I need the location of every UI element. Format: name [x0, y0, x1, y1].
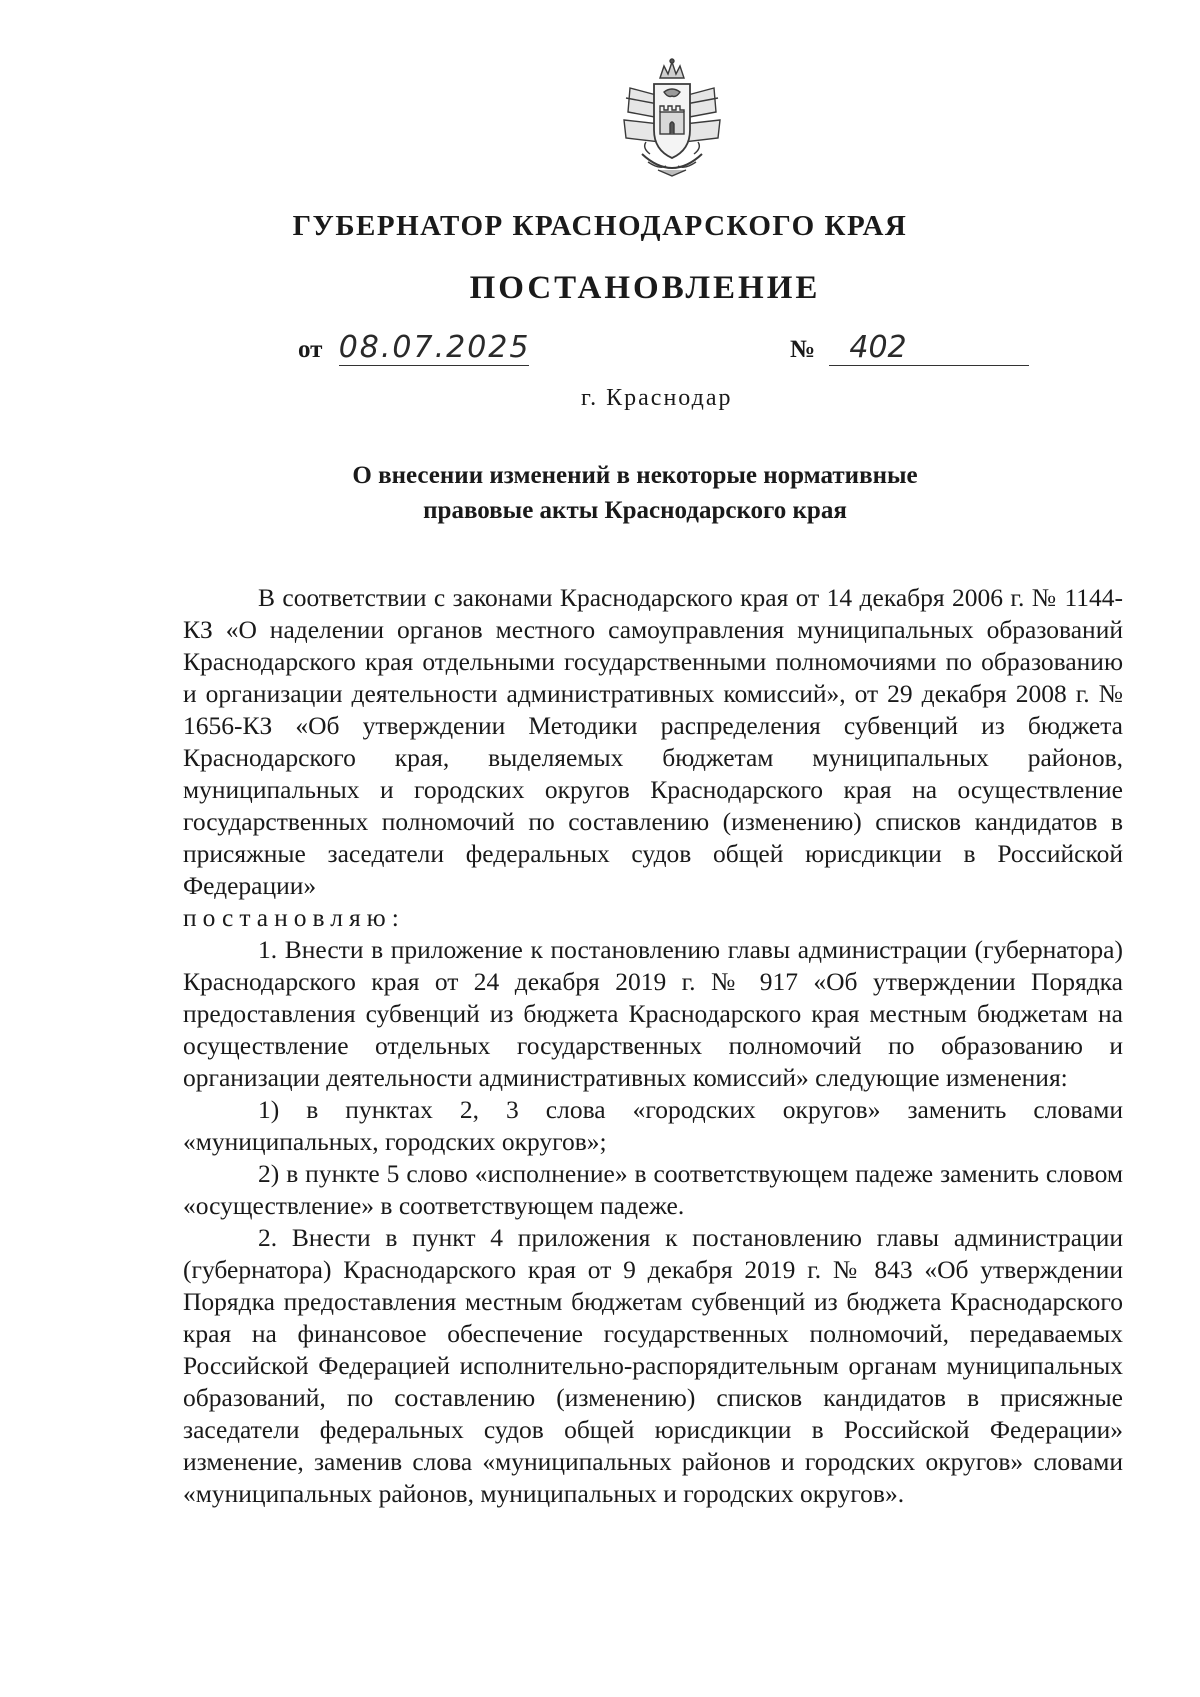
document-date: [298, 330, 529, 366]
item-2-paragraph: 2. Внести в пункт 4 приложения к постановлению главы администрации (губернатора) Краснодарского края от 9 декабря 2019 г. № 843 «Об утверждении Порядка предоставления местным бюджетам субвенций из бюджета Краснодарского края на финансовое обеспечение государственных полномочий, передаваемых Российской Федерацией исполнительно-распорядительным органам муниципальных образований, по составлению (изменению) списков кандидатов в присяжные заседатели федеральных судов общей юрисдикции в Российской Федерации» изменение, заменив слова «муниципальных районов и городских округов» словами «муниципальных районов, муниципальных и городских округов».: [183, 1223, 1123, 1508]
document-type: ПОСТАНОВЛЕНИЕ: [469, 270, 821, 306]
document-title: [0, 458, 1200, 528]
resolve-word: постановляю:: [183, 903, 405, 932]
item-1-subitem-1: 1) в пунктах 2, 3 слова «городских округов» заменить словами «муниципальных, городских округов»;: [183, 1095, 1123, 1156]
city: г. Краснодар: [581, 385, 733, 411]
preamble-paragraph: В соответствии с законами Краснодарского края от 14 декабря 2006 г. № 1144-КЗ «О наделении органов местного самоуправления муниципальных образований Краснодарского края отдельными государственными полномочиями по образованию и организации деятельности административных комиссий», от 29 декабря 2008 г. № 1656-КЗ «Об утверждении Методики распределения субвенций из бюджета Краснодарского края, выделяемых бюджетам муниципальных районов, муниципальных и городских округов Краснодарского края на осуществление государственных полномочий по составлению (изменению) списков кандидатов в присяжные заседатели федеральных судов общей юрисдикции в Российской Федерации»: [183, 583, 1123, 900]
title-line-2: правовые акты Краснодарского края: [423, 497, 847, 524]
document-number: [790, 330, 1029, 366]
item-1-paragraph: 1. Внести в приложение к постановлению главы администрации (губернатора) Краснодарского края от 24 декабря 2019 г. № 917 «Об утверждении Порядка предоставления субвенций из бюджета Краснодарского края местным бюджетам на осуществление отдельных государственных полномочий по образованию и организации деятельности административных комиссий» следующие изменения:: [183, 935, 1123, 1092]
number-prefix: №: [790, 336, 816, 363]
title-line-1: О внесении изменений в некоторые нормативные: [352, 462, 918, 489]
date-prefix: от: [298, 336, 323, 363]
coat-of-arms-emblem: [620, 58, 724, 182]
document-body: [183, 582, 1123, 1510]
item-1-subitem-2: 2) в пункте 5 слово «исполнение» в соответствующем падеже заменить словом «осуществление» в соответствующем падеже.: [183, 1159, 1123, 1220]
date-value: 08.07.2025: [338, 330, 531, 365]
number-value: 402: [829, 330, 1029, 366]
issuing-authority: ГУБЕРНАТОР КРАСНОДАРСКОГО КРАЯ: [292, 210, 908, 242]
